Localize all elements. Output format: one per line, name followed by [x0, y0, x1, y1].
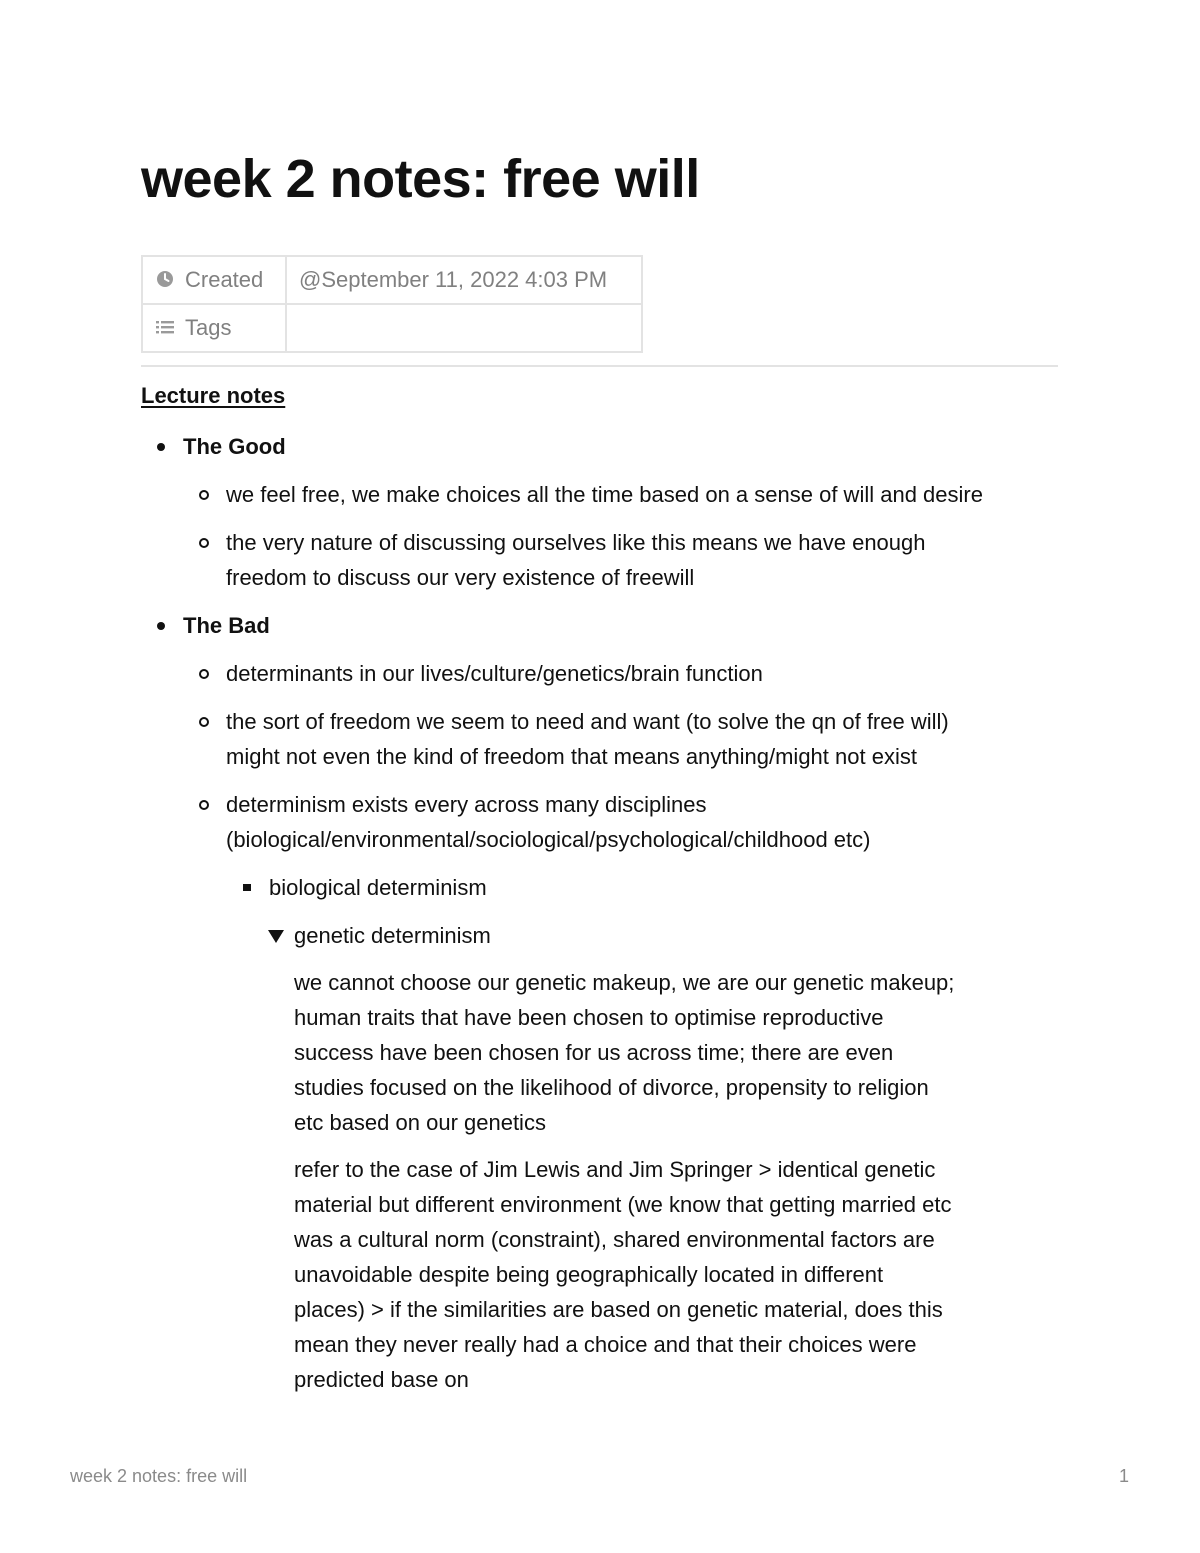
- list-item-biological-determinism: [226, 870, 958, 1397]
- paragraph: we cannot choose our genetic makeup, we are our genetic makeup; human traits that have been chosen to optimise reproductive success have been chosen for us across time; there are even studies focused on the likelihood of divorce, propensity to religion etc based on our genetics: [294, 970, 955, 1135]
- list-item-text: determinism exists every across many disciplines (biological/environmental/sociological/psychological/childhood etc): [226, 792, 871, 852]
- property-row-tags: [142, 304, 642, 352]
- sub-sub-list: [226, 870, 958, 1397]
- list-item: [183, 787, 1058, 1397]
- list-item: [183, 525, 1058, 595]
- toggle-header[interactable]: [268, 918, 958, 953]
- list-item-the-bad: [141, 608, 1058, 1397]
- list-item-text: determinants in our lives/culture/genetics/brain function: [226, 661, 763, 686]
- bullet-icon: [199, 669, 209, 679]
- page-title: week 2 notes: free will: [141, 149, 700, 209]
- list-item-label: The Bad: [183, 613, 270, 638]
- list-item: [183, 477, 1058, 512]
- property-row-created: [142, 256, 642, 304]
- bullet-icon: [199, 800, 209, 810]
- toggle-block: [226, 918, 958, 1397]
- section-heading: Lecture notes: [141, 383, 286, 408]
- list-item-text: we feel free, we make choices all the time based on a sense of will and desire: [226, 482, 983, 507]
- list-item-text: the very nature of discussing ourselves like this means we have enough freedom to discuss our very existence of freewill: [226, 530, 926, 590]
- bullet-icon: [157, 443, 165, 451]
- property-label: Created: [185, 267, 264, 292]
- list-item: [183, 656, 1058, 691]
- bullet-icon: [199, 538, 209, 548]
- clock-icon: [155, 269, 175, 289]
- bullet-icon: [199, 490, 209, 500]
- property-key-created: [142, 256, 286, 304]
- toggle-title: genetic determinism: [294, 923, 491, 948]
- list-item: [183, 704, 1058, 774]
- property-key-tags: [142, 304, 286, 352]
- properties-table: [141, 255, 643, 353]
- sub-list: [183, 656, 1058, 1397]
- footer-title: week 2 notes: free will: [70, 1466, 248, 1486]
- sub-list: [183, 477, 1058, 595]
- bullet-icon: [243, 884, 251, 891]
- property-value-created[interactable]: @September 11, 2022 4:03 PM: [286, 256, 642, 304]
- list-item-text: the sort of freedom we seem to need and want (to solve the qn of free will) might not even the kind of freedom that means anything/might not exist: [226, 709, 949, 769]
- paragraph: refer to the case of Jim Lewis and Jim Springer > identical genetic material but different environment (we know that getting married etc was a cultural norm (constraint), shared environmental factors are unavoidable despite being geographically located in different places) > if the similarities are based on genetic material, does this mean they never really had a choice and that their choices were predicted base on: [294, 1157, 952, 1392]
- list-item-label: The Good: [183, 434, 286, 459]
- list-item-text: biological determinism: [269, 875, 487, 900]
- property-label: Tags: [185, 315, 232, 340]
- page-number: 1: [1118, 1466, 1129, 1486]
- list-icon: [155, 317, 175, 337]
- property-value-tags[interactable]: [286, 304, 642, 352]
- bullet-icon: [199, 717, 209, 727]
- list-item-the-good: [141, 429, 1058, 595]
- triangle-down-icon[interactable]: [268, 930, 284, 943]
- toggle-body: [268, 965, 958, 1397]
- bullet-icon: [157, 622, 165, 630]
- divider: [141, 365, 1058, 367]
- page-content: [141, 378, 1058, 1410]
- bullet-list: [141, 429, 1058, 1397]
